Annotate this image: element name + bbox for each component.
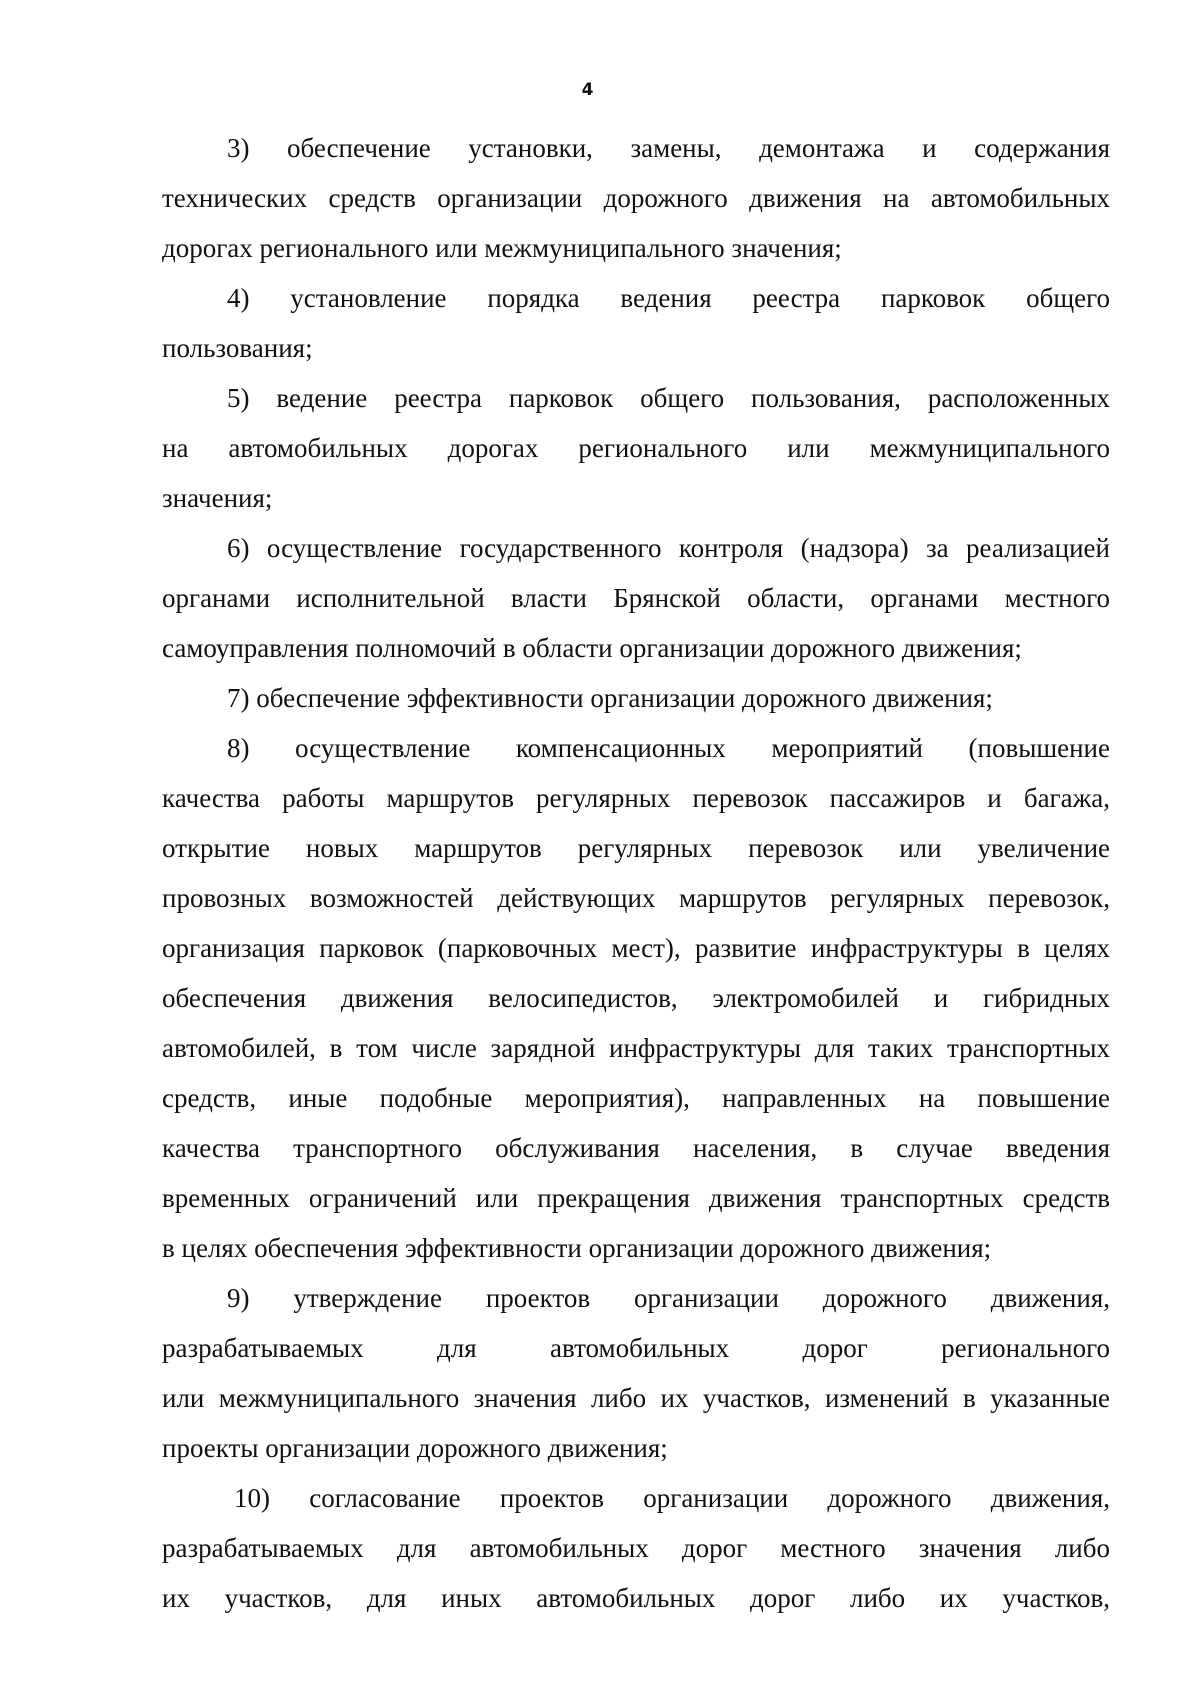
text-line: 7) обеспечение эффективности организации дорожного движения; xyxy=(227,683,993,713)
paragraph-item-7 xyxy=(162,673,1110,723)
text-line: или межмуниципального значения либо их участков, изменений в указанные xyxy=(162,1383,1110,1413)
paragraph-item-9 xyxy=(162,1273,1110,1473)
text-line: 3) обеспечение установки, замены, демонтажа и содержания xyxy=(227,133,1110,163)
text-line: 6) осуществление государственного контроля (надзора) за реализацией xyxy=(227,533,1110,563)
text-line: открытие новых маршрутов регулярных перевозок или увеличение xyxy=(162,833,1110,863)
paragraph-item-6 xyxy=(162,523,1110,673)
text-line: 9) утверждение проектов организации дорожного движения, xyxy=(227,1283,1110,1313)
text-line: 10) согласование проектов организации дорожного движения, xyxy=(234,1483,1110,1513)
text-line: самоуправления полномочий в области организации дорожного движения; xyxy=(162,633,1022,663)
text-line: дорогах регионального или межмуниципального значения; xyxy=(162,233,842,263)
paragraph-item-5 xyxy=(162,373,1110,523)
text-line: проекты организации дорожного движения; xyxy=(162,1433,668,1463)
paragraph-item-8 xyxy=(162,723,1110,1273)
text-line: 4) установление порядка ведения реестра парковок общего xyxy=(227,283,1110,313)
text-line: разрабатываемых для автомобильных дорог регионального xyxy=(162,1333,1110,1363)
text-line: организация парковок (парковочных мест), развитие инфраструктуры в целях xyxy=(162,933,1110,963)
text-line: пользования; xyxy=(162,333,313,363)
paragraph-item-3 xyxy=(162,123,1110,273)
paragraph-item-10 xyxy=(162,1473,1110,1623)
text-line: обеспечения движения велосипедистов, электромобилей и гибридных xyxy=(162,983,1110,1013)
text-line: технических средств организации дорожного движения на автомобильных xyxy=(162,183,1110,213)
text-line: провозных возможностей действующих маршрутов регулярных перевозок, xyxy=(162,883,1110,913)
text-line: автомобилей, в том числе зарядной инфраструктуры для таких транспортных xyxy=(162,1033,1110,1063)
text-line: органами исполнительной власти Брянской области, органами местного xyxy=(162,583,1110,613)
text-line: временных ограничений или прекращения движения транспортных средств xyxy=(162,1183,1110,1213)
text-line: 5) ведение реестра парковок общего пользования, расположенных xyxy=(227,383,1110,413)
text-line: разрабатываемых для автомобильных дорог местного значения либо xyxy=(162,1533,1110,1563)
text-line: 8) осуществление компенсационных мероприятий (повышение xyxy=(227,733,1110,763)
document-body xyxy=(162,123,1110,1623)
text-line: качества работы маршрутов регулярных перевозок пассажиров и багажа, xyxy=(162,783,1110,813)
text-line: в целях обеспечения эффективности организации дорожного движения; xyxy=(162,1233,992,1263)
text-line: их участков, для иных автомобильных дорог либо их участков, xyxy=(162,1583,1110,1613)
page-number: 4 xyxy=(581,80,594,100)
text-line: качества транспортного обслуживания населения, в случае введения xyxy=(162,1133,1110,1163)
paragraph-item-4 xyxy=(162,273,1110,373)
text-line: значения; xyxy=(162,483,273,513)
text-line: средств, иные подобные мероприятия), направленных на повышение xyxy=(162,1083,1110,1113)
text-line: на автомобильных дорогах регионального или межмуниципального xyxy=(162,433,1110,463)
